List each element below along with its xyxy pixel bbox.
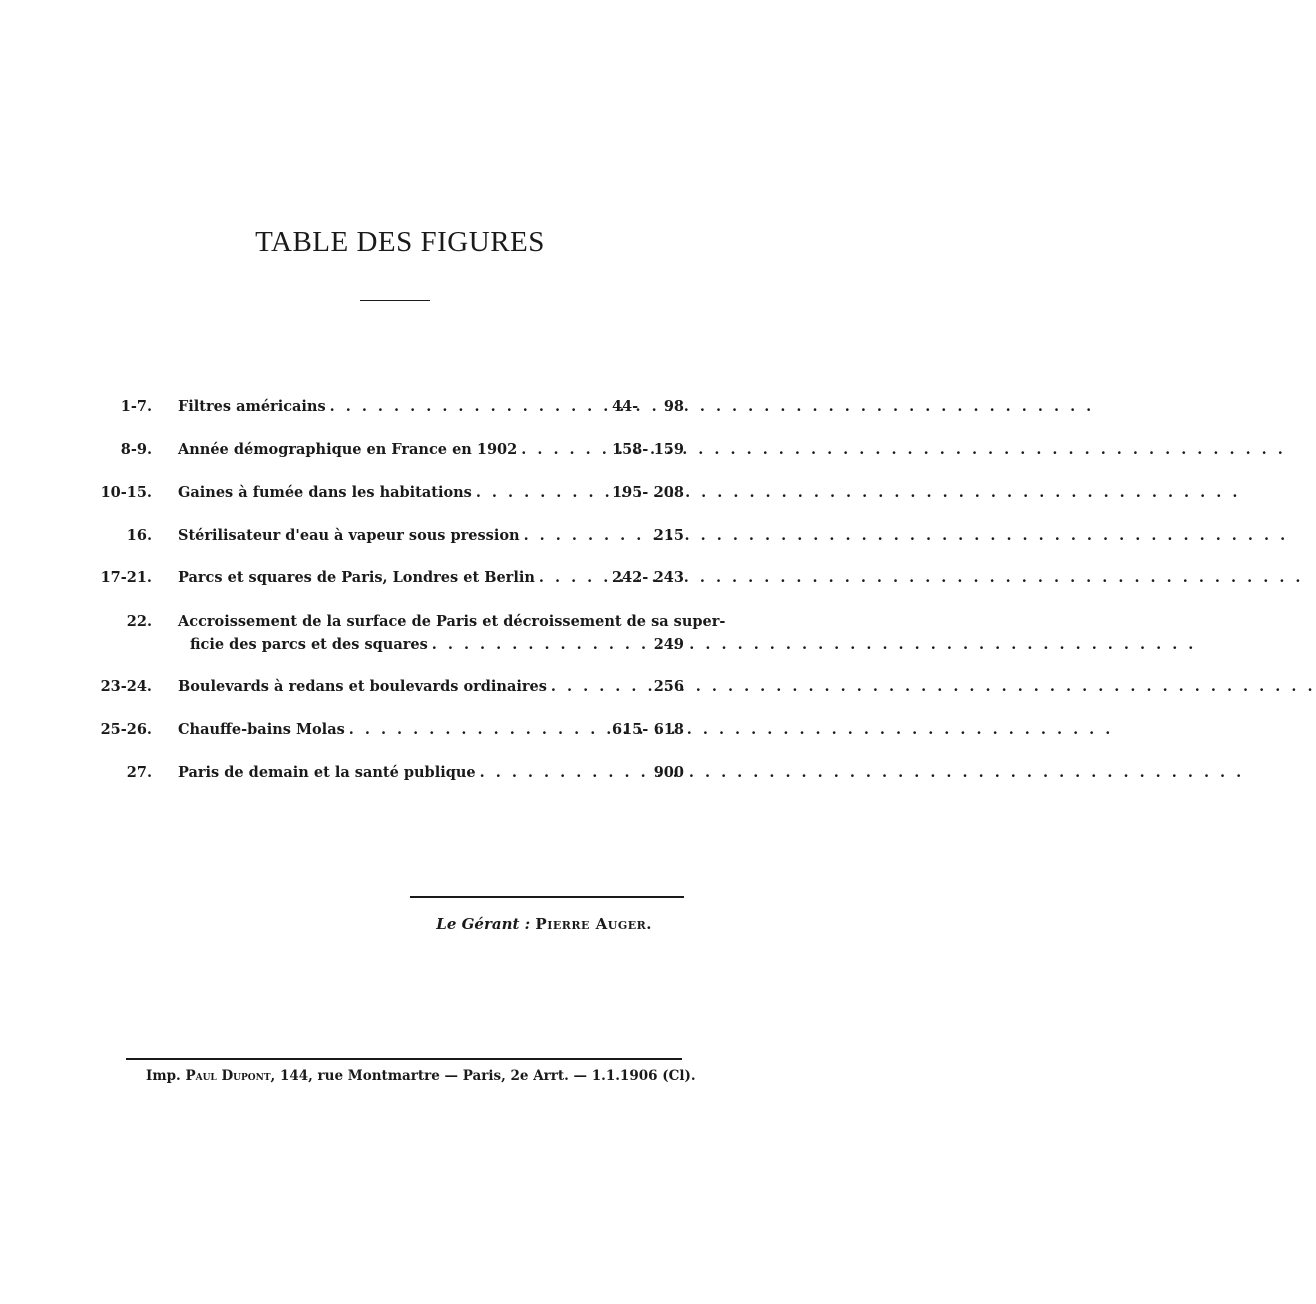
figure-number: 8-9. xyxy=(120,441,152,458)
page-end: 208 xyxy=(653,484,684,501)
page-end: 618 xyxy=(653,721,684,738)
title-divider xyxy=(360,300,430,301)
figure-caption-line xyxy=(178,527,648,544)
page-start: 195- xyxy=(612,484,649,501)
page-end: 215 xyxy=(653,527,684,544)
figure-number: 1-7. xyxy=(120,398,152,415)
figure-number: 17-21. xyxy=(100,569,152,586)
figure-caption-continued: ficie des parcs et des squares xyxy=(190,636,428,653)
figure-caption: Gaines à fumée dans les habitations xyxy=(178,484,472,501)
signature xyxy=(0,915,652,933)
imprint-divider xyxy=(126,1058,682,1060)
leader-dots xyxy=(524,527,1289,544)
leader-dots xyxy=(476,484,1241,501)
leader-dots xyxy=(432,636,1197,653)
page-end: 249 xyxy=(653,636,684,653)
figure-number: 16. xyxy=(126,527,152,544)
imprint-printer: Paul Dupont, xyxy=(185,1068,276,1084)
imprint-address: 144, rue Montmartre — Paris, 2e Arrt. — 1.1.1906 (Cl). xyxy=(279,1068,696,1084)
leader-dots xyxy=(330,398,1095,415)
figure-caption-line xyxy=(190,636,648,653)
figure-number: 10-15. xyxy=(100,484,152,501)
figure-caption: Boulevards à redans et boulevards ordinaires xyxy=(178,678,547,695)
figure-caption: Parcs et squares de Paris, Londres et Berlin xyxy=(178,569,535,586)
imprint-prefix: Imp. xyxy=(146,1068,181,1084)
page-start: 242- xyxy=(612,569,649,586)
figure-caption-line xyxy=(178,484,616,501)
page-title: TABLE DES FIGURES xyxy=(255,226,545,258)
figure-number: 27. xyxy=(126,764,152,781)
figure-caption: Filtres américains xyxy=(178,398,326,415)
page-end: 900 xyxy=(653,764,684,781)
page-end: 243 xyxy=(653,569,684,586)
leader-dots xyxy=(480,764,1245,781)
figure-caption: Paris de demain et la santé publique xyxy=(178,764,476,781)
figure-caption-line xyxy=(178,678,648,695)
signature-name: Pierre Auger. xyxy=(535,915,652,933)
figure-caption-line xyxy=(178,764,648,781)
figure-caption: Accroissement de la surface de Paris et décroissement de sa super- xyxy=(178,613,726,630)
figure-caption: Chauffe-bains Molas xyxy=(178,721,345,738)
figure-number: 23-24. xyxy=(100,678,152,695)
signature-divider xyxy=(410,896,684,898)
signature-role: Le Gérant : xyxy=(436,915,531,933)
figure-number: 25-26. xyxy=(100,721,152,738)
page-start: 615- xyxy=(612,721,649,738)
leader-dots xyxy=(349,721,1114,738)
page-start: 44- xyxy=(612,398,639,415)
page-end: 159 xyxy=(653,441,684,458)
page-end: 256 xyxy=(653,678,684,695)
figure-caption-line xyxy=(178,398,616,415)
page-end: 98 xyxy=(663,398,684,415)
figure-caption-line xyxy=(178,569,616,586)
page-start: 158- xyxy=(612,441,649,458)
figure-caption: Stérilisateur d'eau à vapeur sous pression xyxy=(178,527,520,544)
imprint xyxy=(146,1068,696,1084)
figure-caption-line xyxy=(178,721,616,738)
figure-caption: Année démographique en France en 1902 xyxy=(178,441,518,458)
figure-number: 22. xyxy=(126,613,152,630)
figure-caption-line xyxy=(178,441,616,458)
